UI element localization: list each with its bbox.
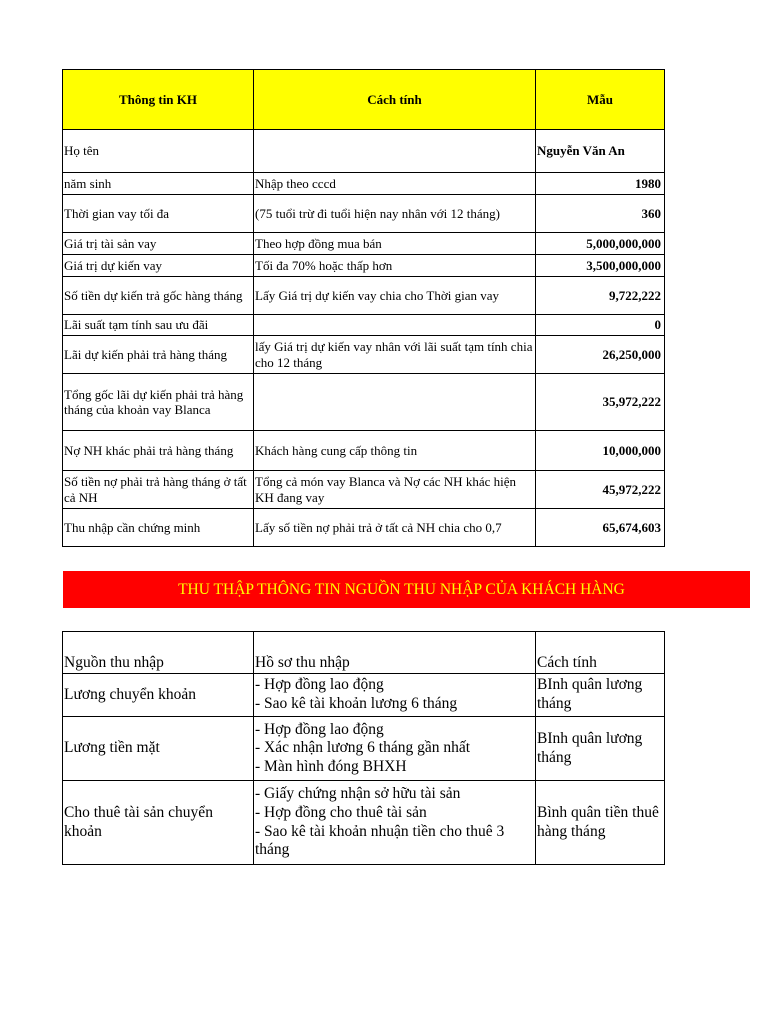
income-method: BInh quân lương tháng xyxy=(536,674,665,717)
income-source: Lương tiền mặt xyxy=(63,717,254,781)
doc-line: - Sao kê tài khoản lương 6 tháng xyxy=(255,695,458,712)
row-value: 45,972,222 xyxy=(536,471,665,509)
table-row xyxy=(63,195,665,233)
row-value: 0 xyxy=(536,315,665,336)
table-row xyxy=(63,717,665,781)
income-docs xyxy=(254,674,536,717)
table-row xyxy=(63,674,665,717)
table-row xyxy=(63,130,665,173)
row-method: Lấy số tiền nợ phải trả ở tất cả NH chia cho 0,7 xyxy=(254,509,536,547)
header-sample: Mẫu xyxy=(536,70,665,130)
row-method xyxy=(254,130,536,173)
table-row xyxy=(63,781,665,865)
doc-line: - Hợp đồng lao động xyxy=(255,676,384,694)
row-method: Tổng cả món vay Blanca và Nợ các NH khác hiện KH đang vay xyxy=(254,471,536,509)
doc-line: - Màn hình đóng BHXH xyxy=(255,757,407,775)
row-value: 65,674,603 xyxy=(536,509,665,547)
row-label: năm sinh xyxy=(63,173,254,195)
table-row xyxy=(63,173,665,195)
table-row xyxy=(63,255,665,277)
row-method: Lấy Giá trị dự kiến vay chia cho Thời gian vay xyxy=(254,277,536,315)
row-method: (75 tuổi trừ đi tuổi hiện nay nhân với 12 tháng) xyxy=(254,195,536,233)
row-method: Nhập theo cccd xyxy=(254,173,536,195)
income-header-row xyxy=(63,632,665,674)
income-source: Cho thuê tài sản chuyển khoản xyxy=(63,781,254,865)
row-method xyxy=(254,374,536,431)
doc-line: - Hợp đồng lao động xyxy=(255,720,384,738)
table-row xyxy=(63,471,665,509)
table-row xyxy=(63,509,665,547)
row-value: 10,000,000 xyxy=(536,431,665,471)
row-value: 3,500,000,000 xyxy=(536,255,665,277)
table-row xyxy=(63,374,665,431)
header-income-source: Nguồn thu nhập xyxy=(63,632,254,674)
row-label: Lãi suất tạm tính sau ưu đãi xyxy=(63,315,254,336)
doc-line: - Sao kê tài khoản nhuận tiền cho thuê 3 tháng xyxy=(255,822,505,859)
header-income-docs: Hồ sơ thu nhập xyxy=(254,632,536,674)
row-method: Khách hàng cung cấp thông tin xyxy=(254,431,536,471)
row-method: Theo hợp đồng mua bán xyxy=(254,233,536,255)
row-label: Thu nhập cần chứng minh xyxy=(63,509,254,547)
row-value: Nguyễn Văn An xyxy=(536,130,665,173)
income-method: Bình quân tiền thuê hàng tháng xyxy=(536,781,665,865)
header-income-method: Cách tính xyxy=(536,632,665,674)
row-method xyxy=(254,315,536,336)
loan-info-table xyxy=(62,69,665,547)
row-label: Số tiền nợ phải trả hàng tháng ở tất cả NH xyxy=(63,471,254,509)
income-source: Lương chuyển khoản xyxy=(63,674,254,717)
table-row xyxy=(63,277,665,315)
row-label: Thời gian vay tối đa xyxy=(63,195,254,233)
row-method: Tối đa 70% hoặc thấp hơn xyxy=(254,255,536,277)
income-section-banner xyxy=(63,571,750,608)
row-value: 360 xyxy=(536,195,665,233)
table-row xyxy=(63,336,665,374)
doc-line: - Xác nhận lương 6 tháng gần nhất xyxy=(255,739,471,757)
table-row xyxy=(63,431,665,471)
doc-line: - Hợp đồng cho thuê tài sản xyxy=(255,803,427,821)
loan-header-row xyxy=(63,70,665,130)
income-docs xyxy=(254,781,536,865)
row-value: 1980 xyxy=(536,173,665,195)
table-row xyxy=(63,315,665,336)
banner-title: THU THẬP THÔNG TIN NGUỒN THU NHẬP CỦA KHÁCH HÀNG xyxy=(178,580,625,598)
income-docs xyxy=(254,717,536,781)
table-row xyxy=(63,233,665,255)
row-value: 26,250,000 xyxy=(536,336,665,374)
doc-line: - Giấy chứng nhận sở hữu tài sản xyxy=(255,785,461,803)
row-value: 5,000,000,000 xyxy=(536,233,665,255)
row-value: 35,972,222 xyxy=(536,374,665,431)
income-method: BInh quân lương tháng xyxy=(536,717,665,781)
row-label: Lãi dự kiến phải trả hàng tháng xyxy=(63,336,254,374)
row-label: Giá trị tài sản vay xyxy=(63,233,254,255)
row-label: Họ tên xyxy=(63,130,254,173)
header-calculation: Cách tính xyxy=(254,70,536,130)
header-customer-info: Thông tin KH xyxy=(63,70,254,130)
row-label: Số tiền dự kiến trả gốc hàng tháng xyxy=(63,277,254,315)
row-label: Nợ NH khác phải trả hàng tháng xyxy=(63,431,254,471)
row-method: lấy Giá trị dự kiến vay nhân với lãi suất tạm tính chia cho 12 tháng xyxy=(254,336,536,374)
income-source-table xyxy=(62,631,665,865)
row-label: Giá trị dự kiến vay xyxy=(63,255,254,277)
row-value: 9,722,222 xyxy=(536,277,665,315)
row-label: Tổng gốc lãi dự kiến phải trả hàng tháng của khoản vay Blanca xyxy=(63,374,254,431)
